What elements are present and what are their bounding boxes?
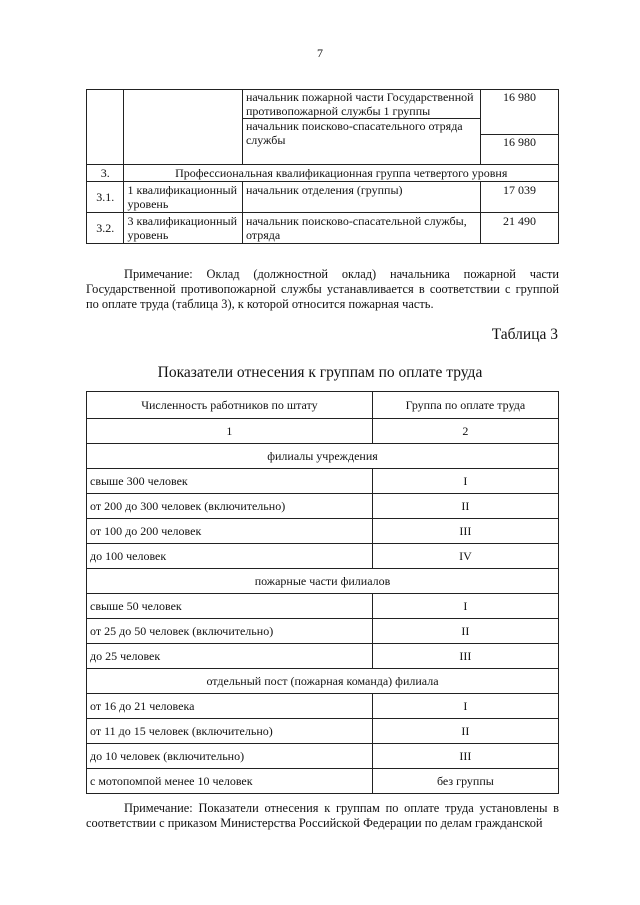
pay-group-cell: III bbox=[372, 644, 558, 669]
table-row bbox=[87, 594, 559, 619]
salary-cell bbox=[480, 90, 558, 165]
index-row bbox=[87, 419, 559, 444]
pay-group-cell: I bbox=[372, 469, 558, 494]
staff-count-cell: с мотопомпой менее 10 человек bbox=[87, 769, 373, 794]
salary-value: 16 980 bbox=[481, 134, 558, 164]
page-number: 7 bbox=[317, 46, 323, 60]
pay-group-cell: I bbox=[372, 694, 558, 719]
staff-count-cell: от 11 до 15 человек (включительно) bbox=[87, 719, 373, 744]
table-row bbox=[87, 544, 559, 569]
staff-count-cell: от 25 до 50 человек (включительно) bbox=[87, 619, 373, 644]
pay-group-cell: II bbox=[372, 494, 558, 519]
table-row bbox=[87, 719, 559, 744]
section-row bbox=[87, 444, 559, 469]
table-title: Показатели отнесения к группам по оплате труда bbox=[157, 364, 483, 381]
header-row bbox=[87, 392, 559, 419]
table-row bbox=[87, 694, 559, 719]
position-text: начальник поисково-спасательной службы, отряда bbox=[242, 213, 480, 244]
section-title: филиалы учреждения bbox=[87, 444, 559, 469]
staff-count-cell: от 100 до 200 человек bbox=[87, 519, 373, 544]
section-title: отдельный пост (пожарная команда) филиала bbox=[87, 669, 559, 694]
position-text: начальник отделения (группы) bbox=[242, 182, 480, 213]
table-row bbox=[87, 619, 559, 644]
column-header: Численность работников по штату bbox=[87, 392, 373, 419]
table-row bbox=[87, 494, 559, 519]
row-number: 3.2. bbox=[87, 213, 124, 244]
pay-group-cell: III bbox=[372, 744, 558, 769]
column-index: 2 bbox=[372, 419, 558, 444]
table-row bbox=[87, 744, 559, 769]
level-text: 3 квалификационный уровень bbox=[124, 213, 243, 244]
group-title: Профессиональная квалификационная группа четвертого уровня bbox=[124, 165, 559, 182]
level-cell bbox=[124, 90, 243, 165]
row-number-cell bbox=[87, 90, 124, 165]
section-row bbox=[87, 569, 559, 594]
salary-value: 17 039 bbox=[480, 182, 558, 213]
table-caption: Таблица 3 bbox=[491, 326, 558, 343]
position-text: начальник поисково-спасательного отряда службы bbox=[243, 118, 480, 147]
pay-group-table bbox=[86, 391, 559, 794]
salary-value: 21 490 bbox=[480, 213, 558, 244]
table-row bbox=[87, 769, 559, 794]
table-row bbox=[87, 469, 559, 494]
pay-group-cell: II bbox=[372, 619, 558, 644]
table-row bbox=[87, 182, 559, 213]
salary-value: 16 980 bbox=[502, 90, 536, 104]
staff-count-cell: свыше 50 человек bbox=[87, 594, 373, 619]
staff-count-cell: до 10 человек (включительно) bbox=[87, 744, 373, 769]
section-title: пожарные части филиалов bbox=[87, 569, 559, 594]
table-row bbox=[87, 644, 559, 669]
row-number: 3.1. bbox=[87, 182, 124, 213]
position-text: начальник пожарной части Государственной противопожарной службы 1 группы bbox=[245, 90, 474, 118]
staff-count-cell: до 100 человек bbox=[87, 544, 373, 569]
staff-count-cell: от 16 до 21 человека bbox=[87, 694, 373, 719]
staff-count-cell: от 200 до 300 человек (включительно) bbox=[87, 494, 373, 519]
note-paragraph: Примечание: Показатели отнесения к группам по оплате труда установлены в соответствии с приказом Министерства Российской Федерации по делам гражданской bbox=[86, 801, 559, 830]
table-row bbox=[87, 519, 559, 544]
column-index: 1 bbox=[87, 419, 373, 444]
group-row bbox=[87, 165, 559, 182]
column-header: Группа по оплате труда bbox=[372, 392, 558, 419]
section-row bbox=[87, 669, 559, 694]
level-text: 1 квалификационный уровень bbox=[124, 182, 243, 213]
position-cell bbox=[242, 90, 480, 165]
pay-group-cell: III bbox=[372, 519, 558, 544]
staff-count-cell: свыше 300 человек bbox=[87, 469, 373, 494]
pay-group-cell: I bbox=[372, 594, 558, 619]
pay-group-cell: II bbox=[372, 719, 558, 744]
pay-group-cell: без группы bbox=[372, 769, 558, 794]
pay-group-cell: IV bbox=[372, 544, 558, 569]
staff-count-cell: до 25 человек bbox=[87, 644, 373, 669]
qualification-table bbox=[86, 89, 559, 244]
group-number: 3. bbox=[87, 165, 124, 182]
table-row bbox=[87, 90, 559, 165]
note-paragraph: Примечание: Оклад (должностной оклад) начальника пожарной части Государственной противопожарной службы устанавливается в соответствии с группой по оплате труда (таблица 3), к которой относится пожарная часть. bbox=[86, 267, 559, 311]
table-row bbox=[87, 213, 559, 244]
